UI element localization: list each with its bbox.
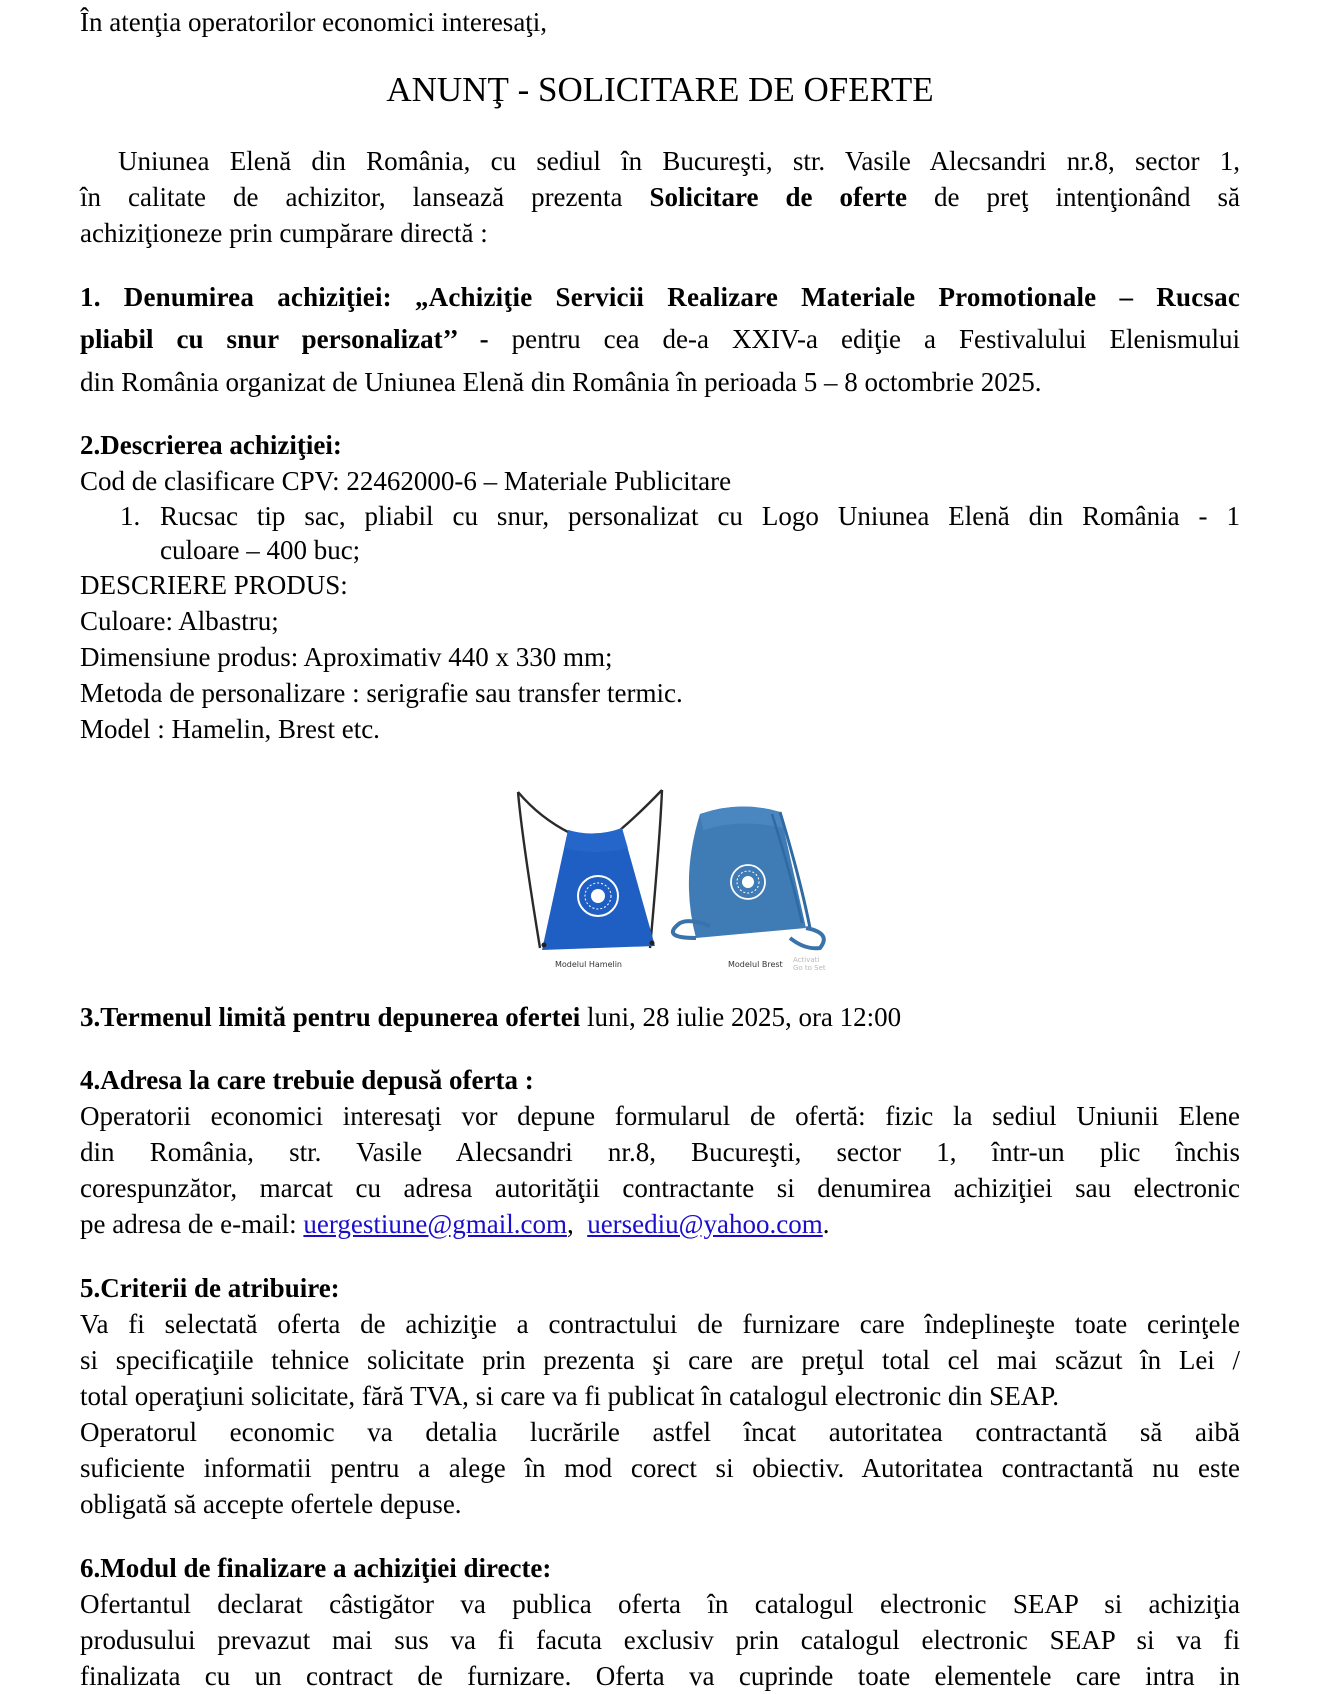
- page-title: ANUNŢ - SOLICITARE DE OFERTE: [386, 70, 934, 109]
- watermark-line-1: Activati: [793, 956, 820, 964]
- intro-line-1: Uniunea Elenă din România, cu sediul în Bucureşti, str. Vasile Alecsandri nr.8, sector 1,: [118, 146, 1240, 176]
- section5-line-6: obligată să accepte ofertele depuse.: [80, 1489, 462, 1519]
- caption-hamelin: Modelul Hamelin: [555, 960, 623, 969]
- section4-line-3: corespunzător, marcat cu adresa autorităţii contractante si denumirea achiziţiei sau electronic: [80, 1173, 1240, 1203]
- bags-illustration: [510, 778, 840, 978]
- product-color: Culoare: Albastru;: [80, 606, 279, 636]
- hamelin-bag-icon: [518, 790, 662, 950]
- list-item-number: 1.: [120, 501, 141, 531]
- intro-text: în calitate de achizitor, lansează prezenta: [80, 182, 623, 212]
- intro-line-3: achiziţioneze prin cumpărare directă :: [80, 218, 488, 248]
- section6-heading: 6.Modul de finalizare a achiziţiei directe:: [80, 1553, 552, 1583]
- section4-line-4: [80, 1206, 1240, 1242]
- section1-heading: 1. Denumirea achiziţiei: „Achiziţie Servicii Realizare Materiale Promotionale – Rucsac: [80, 282, 1240, 312]
- section5-line-5: suficiente informatii pentru a alege în mod corect si obiectiv. Autoritatea contractantă nu este: [80, 1453, 1240, 1483]
- section5-line-2: si specificaţiile tehnice solicitate prin prezenta şi care are preţul total cel mai scăzut în Lei /: [80, 1345, 1240, 1375]
- email-link-sediu[interactable]: uersediu@yahoo.com: [587, 1209, 823, 1239]
- section1-line-3: din România organizat de Uniunea Elenă din România în perioada 5 – 8 octombrie 2025.: [80, 367, 1042, 397]
- cpv-code: Cod de clasificare CPV: 22462000-6 – Materiale Publicitare: [80, 466, 732, 496]
- section3-heading: 3.Termenul limită pentru depunerea ofertei: [80, 1002, 581, 1032]
- section4-line-1: Operatorii economici interesaţi vor depune formularul de ofertă: fizic la sediul Uniunii Elene: [80, 1101, 1240, 1131]
- product-method: Metoda de personalizare : serigrafie sau transfer termic.: [80, 678, 683, 708]
- section5-line-3: total operaţiuni solicitate, fără TVA, si care va fi publicat în catalogul electronic din SEAP.: [80, 1381, 1059, 1411]
- email-end: .: [822, 1209, 830, 1239]
- section1-text: pentru cea de-a XXIV-a ediţie a Festivalului Elenismului: [511, 324, 1240, 354]
- product-image: [510, 778, 840, 978]
- product-dimension: Dimensiune produs: Aproximativ 440 x 330 mm;: [80, 642, 613, 672]
- email-label: pe adresa de e-mail:: [80, 1209, 297, 1239]
- intro-line-2: [80, 179, 1240, 215]
- section5-heading: 5.Criterii de atribuire:: [80, 1273, 340, 1303]
- email-separator: ,: [566, 1209, 574, 1239]
- intro-bold-text: Solicitare de oferte: [649, 182, 907, 212]
- product-heading: DESCRIERE PRODUS:: [80, 570, 348, 600]
- section1-line-2: [80, 321, 1240, 357]
- greeting: În atenţia operatorilor economici interesaţi,: [80, 7, 548, 37]
- section4-heading: 4.Adresa la care trebuie depusă oferta :: [80, 1065, 534, 1095]
- section4-line-2: din România, str. Vasile Alecsandri nr.8, Bucureşti, sector 1, într-un plic închis: [80, 1137, 1240, 1167]
- intro-text: de preţ intenţionând să: [934, 182, 1240, 212]
- brest-bag-icon: [673, 806, 824, 948]
- product-model: Model : Hamelin, Brest etc.: [80, 714, 380, 744]
- section3-deadline: [80, 999, 1240, 1035]
- section6-line-3: finalizata cu un contract de furnizare. Oferta va cuprinde toate elementele care intra in: [80, 1661, 1240, 1691]
- section5-line-4: Operatorul economic va detalia lucrările astfel încat autoritatea contractantă să aibă: [80, 1417, 1240, 1447]
- deadline-value: luni, 28 iulie 2025, ora 12:00: [586, 1002, 902, 1032]
- list-item: Rucsac tip sac, pliabil cu snur, personalizat cu Logo Uniunea Elenă din România - 1: [160, 501, 1240, 531]
- section6-line-1: Ofertantul declarat câstigător va publica oferta în catalogul electronic SEAP si achiziţia: [80, 1589, 1240, 1619]
- section2-heading: 2.Descrierea achiziţiei:: [80, 430, 342, 460]
- caption-brest: Modelul Brest: [728, 960, 783, 969]
- email-link-gestiune[interactable]: uergestiune@gmail.com: [303, 1209, 567, 1239]
- watermark-line-2: Go to Set: [793, 964, 826, 972]
- section1-title-end: pliabil cu snur personalizat’’ -: [80, 324, 489, 354]
- section5-line-1: Va fi selectată oferta de achiziţie a contractului de furnizare care îndeplineşte toate cerinţele: [80, 1309, 1240, 1339]
- section6-line-2: produsului prevazut mai sus va fi facuta exclusiv prin catalogul electronic SEAP si va fi: [80, 1625, 1240, 1655]
- list-item-cont: culoare – 400 buc;: [160, 535, 361, 565]
